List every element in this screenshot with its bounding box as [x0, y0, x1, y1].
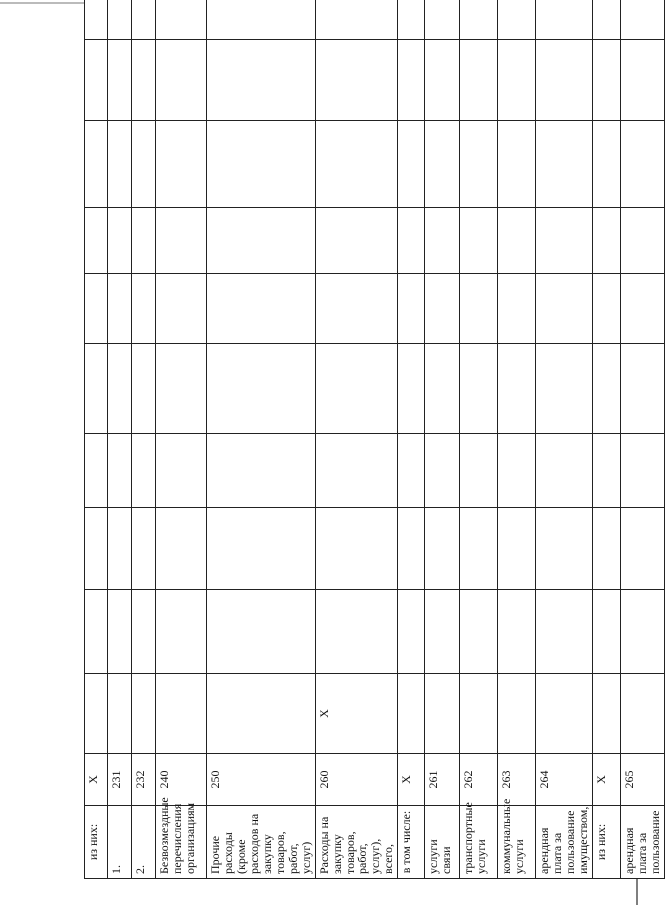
table-row	[398, 0, 425, 879]
value-cell	[315, 590, 398, 674]
value-cell	[621, 674, 665, 754]
value-cell	[156, 0, 207, 40]
value-cell	[621, 344, 665, 434]
value-cell	[85, 590, 108, 674]
value-cell	[621, 208, 665, 274]
table-row	[85, 0, 108, 879]
value-cell	[315, 344, 398, 434]
value-cell	[156, 121, 207, 208]
value-cell	[85, 208, 108, 274]
table-row	[315, 0, 398, 879]
row-code: X	[593, 754, 621, 806]
row-code: 264	[536, 754, 593, 806]
value-cell	[460, 208, 498, 274]
table-row	[593, 0, 621, 879]
value-cell	[498, 208, 536, 274]
row-code: 265	[621, 754, 665, 806]
value-cell	[132, 208, 156, 274]
value-cell	[315, 508, 398, 590]
value-cell	[498, 274, 536, 344]
value-cell	[207, 434, 316, 508]
value-cell	[207, 274, 316, 344]
value-cell	[498, 0, 536, 40]
value-cell	[108, 274, 132, 344]
table-row	[156, 0, 207, 879]
value-cell	[398, 121, 425, 208]
value-cell	[85, 0, 108, 40]
value-cell	[621, 40, 665, 121]
value-cell	[132, 508, 156, 590]
value-cell	[315, 40, 398, 121]
value-cell	[132, 121, 156, 208]
value-cell	[207, 121, 316, 208]
value-cell	[108, 40, 132, 121]
value-cell	[132, 274, 156, 344]
value-cell	[536, 208, 593, 274]
row-name: из них:	[85, 806, 108, 879]
value-cell	[621, 274, 665, 344]
value-cell	[498, 344, 536, 434]
table-row	[460, 0, 498, 879]
value-cell	[498, 590, 536, 674]
value-cell	[132, 674, 156, 754]
value-cell	[85, 508, 108, 590]
rotated-table-frame	[84, 31, 663, 879]
value-cell	[425, 674, 460, 754]
value-cell	[207, 344, 316, 434]
value-cell	[207, 674, 316, 754]
row-name: в том числе:	[398, 806, 425, 879]
value-cell	[156, 274, 207, 344]
value-cell	[132, 434, 156, 508]
value-cell	[85, 344, 108, 434]
value-cell	[498, 674, 536, 754]
value-cell	[425, 434, 460, 508]
value-cell-mark: X	[315, 674, 398, 754]
value-cell	[156, 344, 207, 434]
value-cell	[425, 508, 460, 590]
value-cell	[108, 0, 132, 40]
value-cell	[85, 434, 108, 508]
value-cell	[460, 434, 498, 508]
row-name: 2.	[132, 806, 156, 879]
row-name: транспортные услуги	[460, 806, 498, 879]
value-cell	[536, 674, 593, 754]
value-cell	[315, 0, 398, 40]
value-cell	[315, 434, 398, 508]
value-cell	[498, 434, 536, 508]
value-cell	[207, 208, 316, 274]
value-cell	[398, 590, 425, 674]
row-name: арендная плата за пользование имуществом,	[536, 806, 593, 879]
value-cell	[593, 590, 621, 674]
row-code: 240	[156, 754, 207, 806]
value-cell	[132, 590, 156, 674]
value-cell	[621, 590, 665, 674]
table-row	[536, 0, 593, 879]
value-cell	[425, 121, 460, 208]
table-row	[621, 0, 665, 879]
value-cell	[156, 674, 207, 754]
value-cell	[425, 274, 460, 344]
value-cell	[498, 121, 536, 208]
value-cell	[207, 0, 316, 40]
value-cell	[207, 590, 316, 674]
value-cell	[536, 508, 593, 590]
value-cell	[621, 0, 665, 40]
value-cell	[593, 40, 621, 121]
value-cell	[132, 0, 156, 40]
value-cell	[398, 208, 425, 274]
value-cell	[132, 344, 156, 434]
value-cell	[460, 0, 498, 40]
row-code: 250	[207, 754, 316, 806]
value-cell	[536, 121, 593, 208]
table-row	[207, 0, 316, 879]
value-cell	[498, 40, 536, 121]
value-cell	[315, 274, 398, 344]
value-cell	[425, 0, 460, 40]
row-name: услуги связи	[425, 806, 460, 879]
value-cell	[460, 590, 498, 674]
value-cell	[593, 208, 621, 274]
value-cell	[132, 40, 156, 121]
value-cell	[156, 508, 207, 590]
value-cell	[536, 40, 593, 121]
value-cell	[108, 208, 132, 274]
row-name: из них:	[593, 806, 621, 879]
table-row	[132, 0, 156, 879]
row-name: Расходы на закупку товаров, работ, услуг), всего,	[315, 806, 398, 879]
table-row	[108, 0, 132, 879]
value-cell	[398, 274, 425, 344]
value-cell	[460, 344, 498, 434]
table-row	[498, 0, 536, 879]
row-code: 261	[425, 754, 460, 806]
value-cell	[315, 208, 398, 274]
value-cell	[398, 40, 425, 121]
value-cell	[108, 508, 132, 590]
value-cell	[593, 0, 621, 40]
value-cell	[108, 121, 132, 208]
value-cell	[536, 344, 593, 434]
row-code: 231	[108, 754, 132, 806]
value-cell	[108, 344, 132, 434]
row-name: коммунальные услуги	[498, 806, 536, 879]
value-cell	[398, 344, 425, 434]
value-cell	[398, 0, 425, 40]
value-cell	[207, 40, 316, 121]
value-cell	[398, 434, 425, 508]
value-cell	[85, 121, 108, 208]
row-name: Безвозмездные перечисления организациям	[156, 806, 207, 879]
value-cell	[460, 508, 498, 590]
value-cell	[621, 121, 665, 208]
expense-table	[84, 0, 665, 879]
value-cell	[460, 674, 498, 754]
value-cell	[398, 674, 425, 754]
row-name: Прочие расходы (кроме расходов на закупку товаров, работ, услуг)	[207, 806, 316, 879]
value-cell	[156, 40, 207, 121]
value-cell	[85, 274, 108, 344]
value-cell	[156, 208, 207, 274]
value-cell	[593, 121, 621, 208]
value-cell	[621, 508, 665, 590]
value-cell	[315, 121, 398, 208]
row-code: 263	[498, 754, 536, 806]
value-cell	[108, 674, 132, 754]
value-cell	[498, 508, 536, 590]
value-cell	[108, 590, 132, 674]
row-code: 232	[132, 754, 156, 806]
row-code: X	[85, 754, 108, 806]
value-cell	[593, 508, 621, 590]
value-cell	[593, 434, 621, 508]
value-cell	[460, 121, 498, 208]
row-name: 1.	[108, 806, 132, 879]
value-cell	[85, 674, 108, 754]
value-cell	[85, 40, 108, 121]
value-cell	[398, 508, 425, 590]
row-code: X	[398, 754, 425, 806]
value-cell	[593, 344, 621, 434]
value-cell	[593, 274, 621, 344]
table-row	[425, 0, 460, 879]
value-cell	[460, 274, 498, 344]
value-cell	[156, 434, 207, 508]
value-cell	[536, 0, 593, 40]
value-cell	[425, 208, 460, 274]
value-cell	[425, 40, 460, 121]
value-cell	[593, 674, 621, 754]
value-cell	[425, 344, 460, 434]
value-cell	[536, 590, 593, 674]
value-cell	[536, 274, 593, 344]
value-cell	[108, 434, 132, 508]
value-cell	[536, 434, 593, 508]
value-cell	[156, 590, 207, 674]
row-code: 262	[460, 754, 498, 806]
value-cell	[207, 508, 316, 590]
value-cell	[621, 434, 665, 508]
row-name: арендная плата за пользование	[621, 806, 665, 879]
row-code: 260	[315, 754, 398, 806]
value-cell	[460, 40, 498, 121]
value-cell	[425, 590, 460, 674]
